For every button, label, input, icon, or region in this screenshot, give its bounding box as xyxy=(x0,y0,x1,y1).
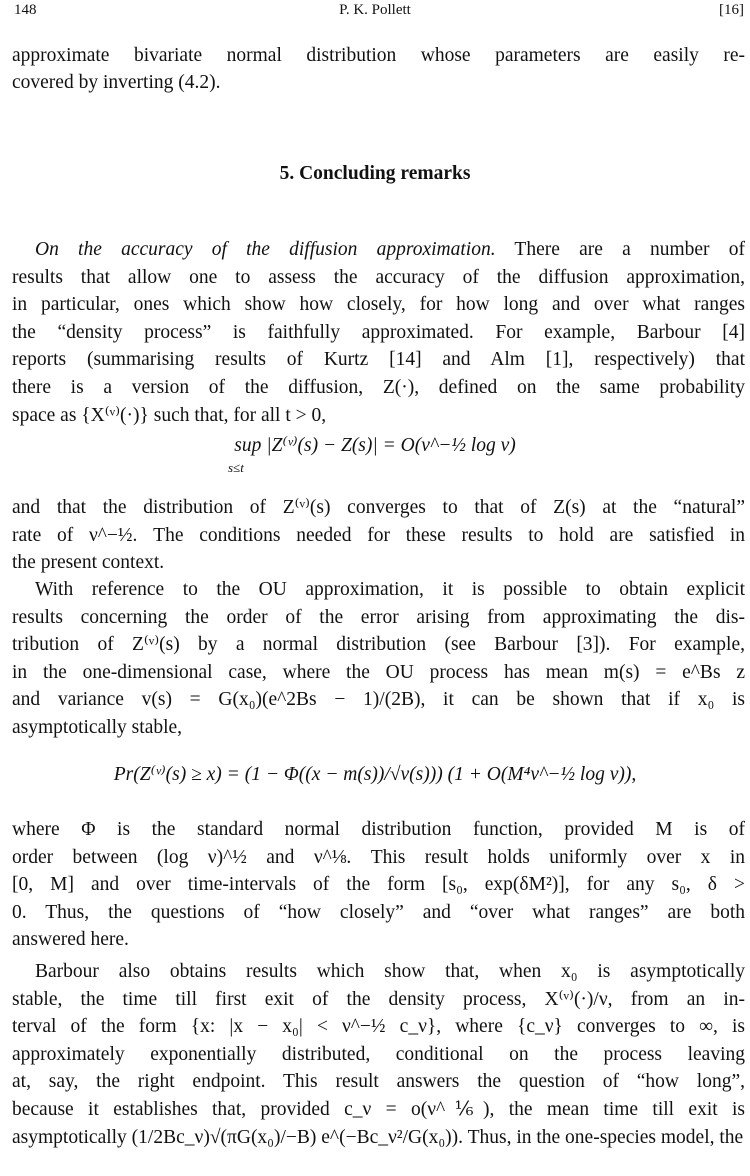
text-line: rate of ν^−½. The conditions needed for these results to hold are satisfied in xyxy=(12,524,745,546)
text-line: approximate bivariate normal distribution whose parameters are easily re- xyxy=(12,45,745,66)
text-line: asymptotically stable, xyxy=(12,717,183,738)
text-line: tribution of Z⁽ᵛ⁾(s) by a normal distribution (see Barbour [3]). For example, xyxy=(12,634,745,656)
text-line: order between (log ν)^½ and ν^⅛. This result holds uniformly over x in xyxy=(12,846,745,868)
text-line: [0, M] and over time-intervals of the form [s₀, exp(δM²)], for any s₀, δ > xyxy=(12,874,745,896)
reference-tag: [16] xyxy=(719,2,744,18)
text-line: in particular, ones which show how closely, for how long and over what ranges xyxy=(12,294,745,316)
text-line: because it establishes that, provided c_ν = o(ν^⅙), the mean time till exit is xyxy=(12,1099,745,1120)
text-fragment: There are a number of xyxy=(495,239,745,260)
running-head-author: P. K. Pollett xyxy=(339,2,411,18)
text-line: With reference to the OU approximation, it is possible to obtain explicit xyxy=(35,579,745,600)
equation-subscript: s≤t xyxy=(228,460,244,475)
italic-lead-in: On the accuracy of the diffusion approximation. xyxy=(35,239,496,260)
text-line: and that the distribution of Z⁽ᵛ⁾(s) converges to that of Z(s) at the “natural” xyxy=(12,497,745,518)
text-line: asymptotically (1/2Bc_ν)√(πG(x₀)/−B) e^(−Bc_ν²/G(x₀)). Thus, in the one-species model, the xyxy=(12,1126,744,1148)
text-line: covered by inverting (4.2). xyxy=(12,72,221,93)
text-line: the “density process” is faithfully approximated. For example, Barbour [4] xyxy=(12,321,745,343)
text-line: stable, the time till first exit of the density process, X⁽ᵛ⁾(·)/ν, from an in- xyxy=(12,988,745,1010)
page-number: 148 xyxy=(14,2,37,18)
text-line: 0. Thus, the questions of “how closely” and “over what ranges” are both xyxy=(12,901,745,923)
text-line: space as {X⁽ᵛ⁾(·)} such that, for all t > 0, xyxy=(12,404,327,426)
text-line: answered here. xyxy=(12,929,129,951)
section-heading: 5. Concluding remarks xyxy=(279,163,471,184)
text-line: at, say, the right endpoint. This result answers the question of “how long”, xyxy=(12,1071,745,1093)
text-line: Barbour also obtains results which show that, when x₀ is asymptotically xyxy=(35,961,745,982)
text-line: in the one-dimensional case, where the OU process has mean m(s) = e^Bs z xyxy=(12,661,745,683)
equation-probability: Pr(Z⁽ᵛ⁾(s) ≥ x) = (1 − Φ((x − m(s))/√v(s))) (1 + O(M⁴ν^−½ log ν)), xyxy=(113,764,637,785)
text-line: the present context. xyxy=(12,552,165,574)
text-line: and variance v(s) = G(x₀)(e^2Bs − 1)/(2B), it can be shown that if x₀ is xyxy=(12,689,745,711)
text-line: approximately exponentially distributed, conditional on the process leaving xyxy=(12,1043,745,1065)
equation-sup-bound: sup |Z⁽ᵛ⁾(s) − Z(s)| = O(ν^−½ log ν) xyxy=(234,435,516,456)
text-line: results that allow one to assess the accuracy of the diffusion approximation, xyxy=(12,266,745,288)
text-line: results concerning the order of the error arising from approximating the dis- xyxy=(12,606,745,628)
text-line: terval of the form {x: |x − x₀| < ν^−½ c_ν}, where {c_ν} converges to ∞, is xyxy=(12,1016,745,1038)
text-line xyxy=(35,236,745,263)
text-line: there is a version of the diffusion, Z(·), defined on the same probability xyxy=(12,377,745,398)
text-line: reports (summarising results of Kurtz [14] and Alm [1], respectively) that xyxy=(12,349,745,371)
text-line: where Φ is the standard normal distribution function, provided M is of xyxy=(12,819,745,840)
